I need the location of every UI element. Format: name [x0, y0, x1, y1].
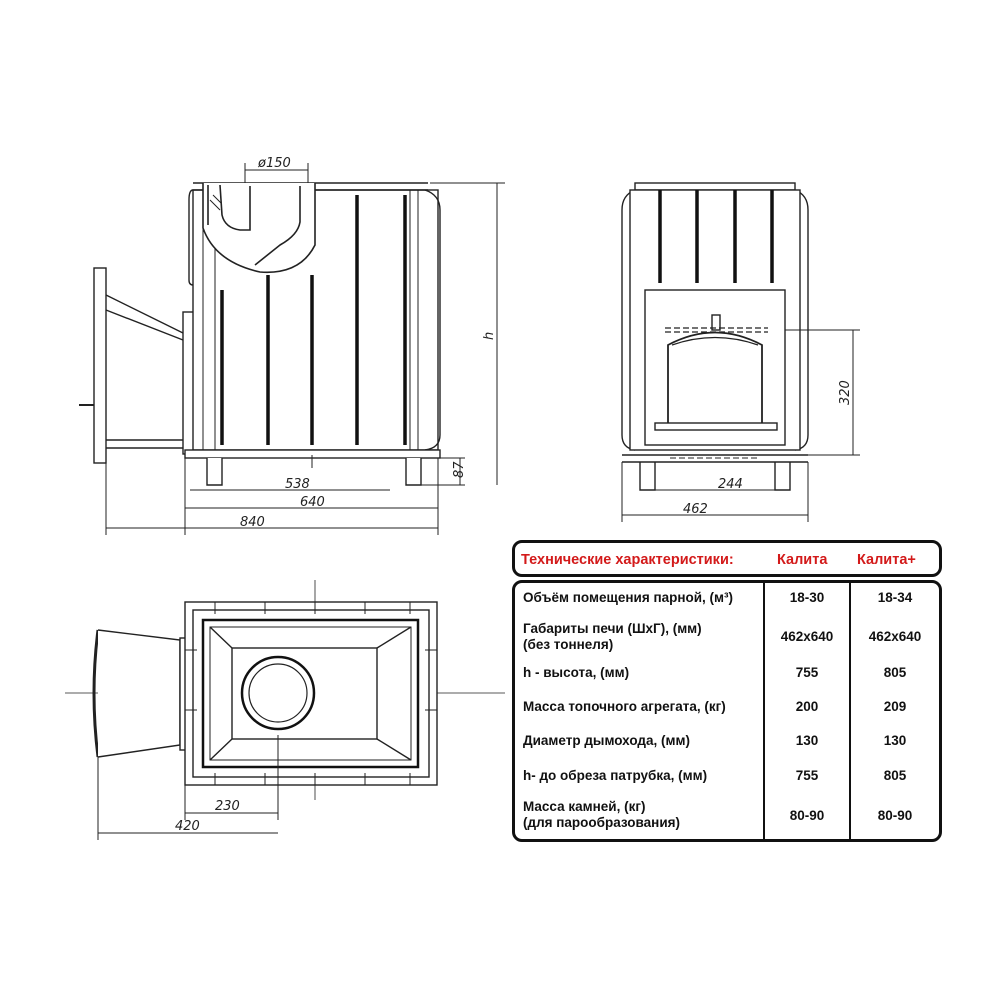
row-value-kalita-plus: 462х640 — [868, 629, 922, 644]
row-value-kalita: 80-90 — [789, 808, 825, 823]
dim-538: 538 — [285, 477, 310, 492]
front-view — [622, 183, 860, 522]
dim-244: 244 — [718, 477, 743, 492]
dim-87: 87 — [452, 461, 467, 478]
row-label: Габариты печи (ШхГ), (мм) — [523, 621, 702, 636]
spec-col-kalita-plus: Калита+ — [857, 552, 916, 568]
row-value-kalita: 130 — [795, 733, 819, 748]
dim-640: 640 — [300, 495, 325, 510]
row-label: h - высота, (мм) — [523, 665, 630, 680]
spec-table — [512, 540, 942, 842]
row-value-kalita: 200 — [795, 699, 819, 714]
spec-title: Технические характеристики: — [521, 552, 734, 568]
dim-230: 230 — [215, 799, 240, 814]
row-value-kalita: 755 — [795, 768, 819, 783]
spec-header — [512, 540, 942, 577]
row-value-kalita-plus: 209 — [883, 699, 907, 714]
row-label: Объём помещения парной, (м³) — [523, 590, 734, 605]
top-view — [65, 580, 505, 840]
row-label: Масса камней, (кг) — [523, 799, 646, 814]
dim-flue-diameter: ø150 — [258, 156, 291, 171]
row-value-kalita: 18-30 — [789, 590, 825, 605]
dim-320: 320 — [838, 380, 853, 405]
dim-462: 462 — [683, 502, 708, 517]
row-value-kalita: 462х640 — [780, 629, 834, 644]
row-value-kalita: 755 — [795, 665, 819, 680]
dim-840: 840 — [240, 515, 265, 530]
row-label: Диаметр дымохода, (мм) — [523, 733, 690, 748]
dim-height-h: h — [482, 331, 497, 340]
row-value-kalita-plus: 805 — [883, 665, 907, 680]
dim-420: 420 — [175, 819, 200, 834]
row-label: h- до обреза патрубка, (мм) — [523, 768, 708, 783]
row-label: Масса топочного агрегата, (кг) — [523, 699, 726, 714]
row-value-kalita-plus: 80-90 — [877, 808, 913, 823]
row-value-kalita-plus: 18-34 — [877, 590, 913, 605]
row-value-kalita-plus: 130 — [883, 733, 907, 748]
row-label-sub: (без тоннеля) — [523, 637, 614, 652]
row-value-kalita-plus: 805 — [883, 768, 907, 783]
row-label-sub: (для парообразования) — [523, 815, 681, 830]
spec-body — [512, 580, 942, 842]
spec-col-kalita: Калита — [777, 552, 828, 568]
